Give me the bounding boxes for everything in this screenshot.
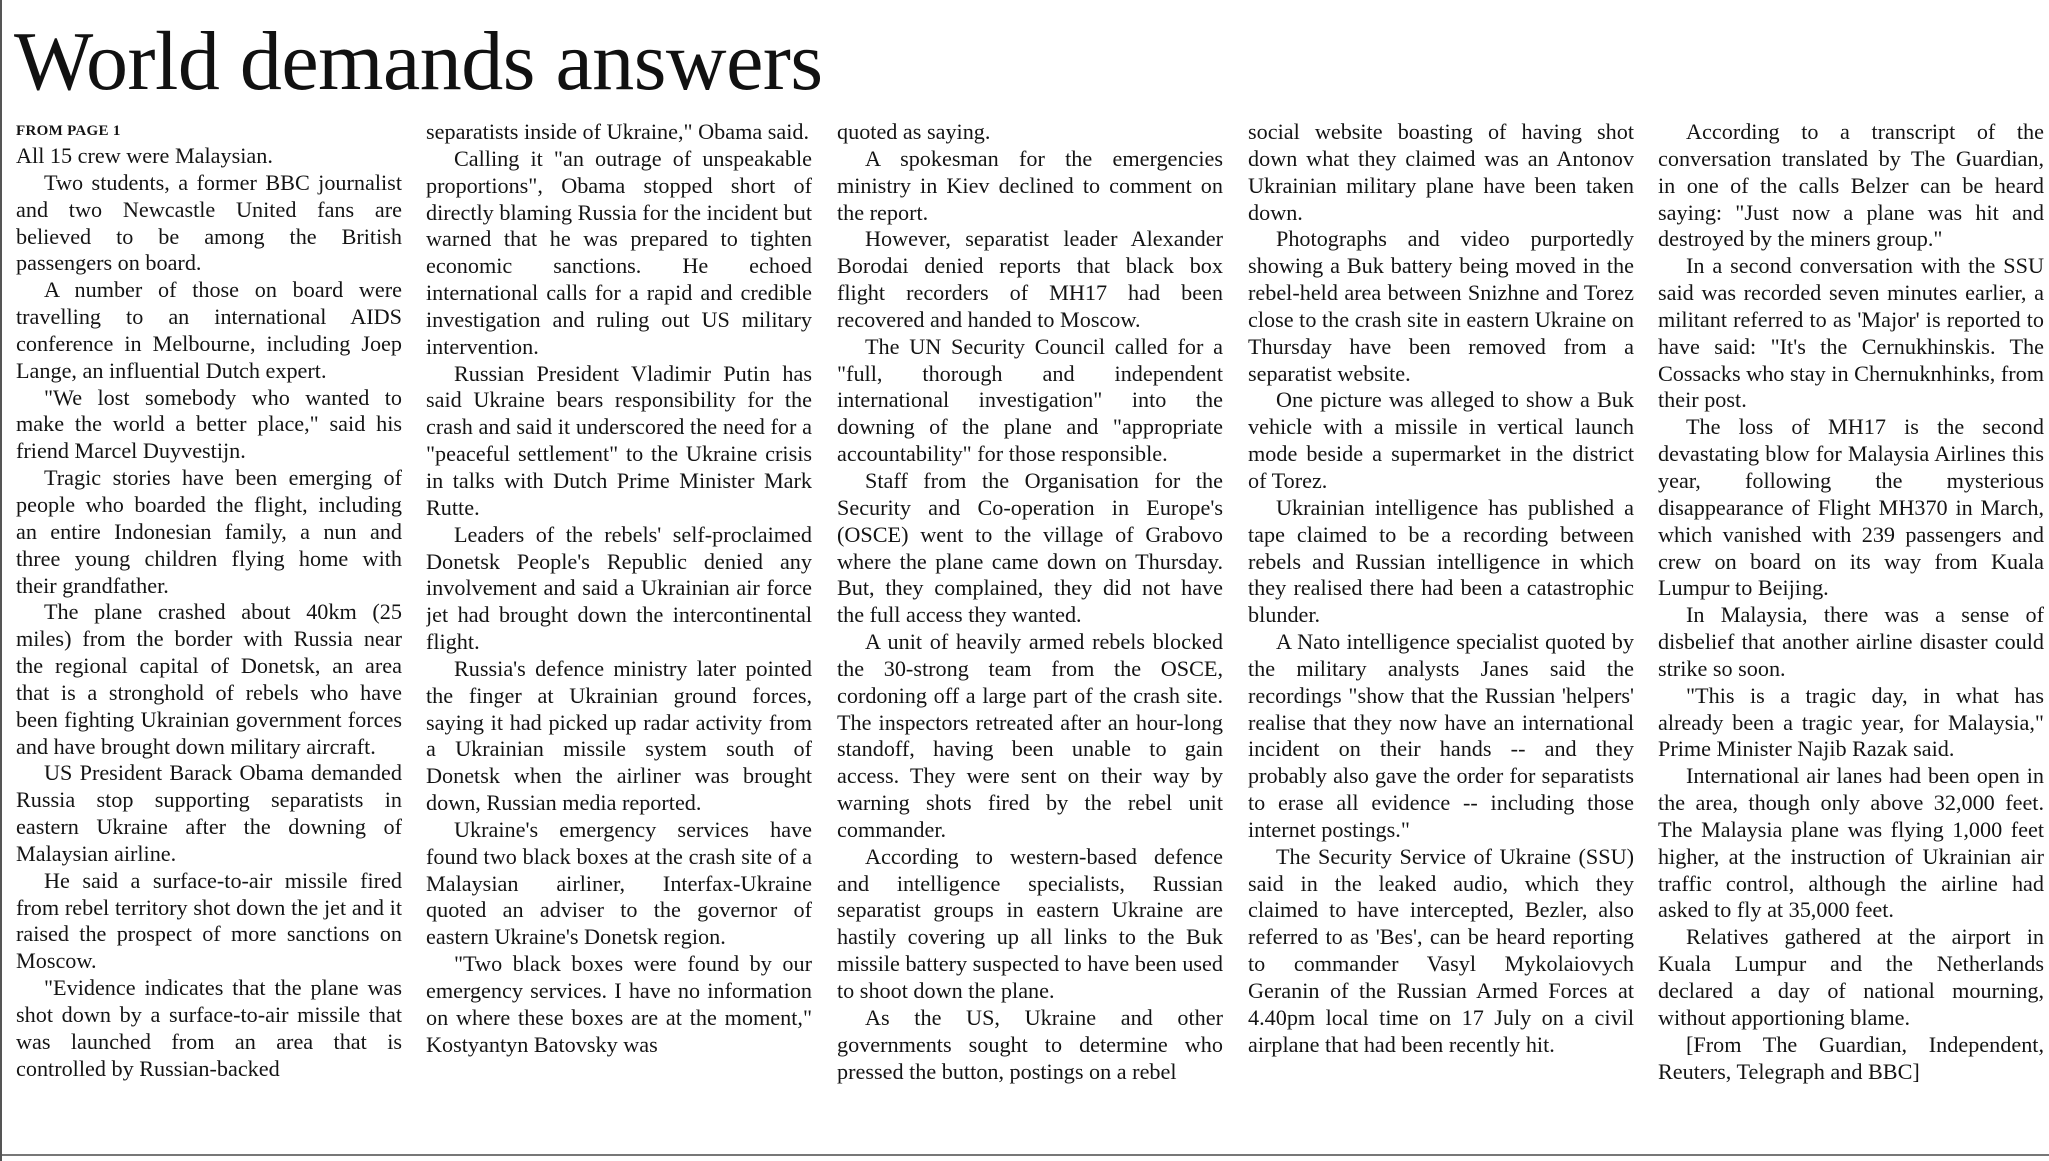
paragraph: The plane crashed about 40km (25 miles) from the border with Russia near the regional capital of Donetsk, an area that is a stronghold of rebels who have been fighting Ukrainian government forces and have brought down military aircraft. [16, 599, 402, 759]
paragraph: Calling it "an outrage of unspeakable proportions", Obama stopped short of directly blaming Russia for the incident but warned that he was prepared to tighten economic sanctions. He echoed international calls for a rapid and credible investigation and ruling out US military intervention. [426, 145, 812, 359]
paragraph: However, separatist leader Alexander Borodai denied reports that black box flight recorders of MH17 had been recovered and handed to Moscow. [837, 226, 1223, 332]
paragraph: "Evidence indicates that the plane was shot down by a surface-to-air missile that was launched from an area that is controlled by Russian-backed [16, 975, 402, 1081]
bottom-rule [2, 1154, 2049, 1156]
paragraph: The loss of MH17 is the second devastating blow for Malaysia Airlines this year, following the mysterious disappearance of Flight MH370 in March, which vanished with 239 passengers and crew on board on its way from Kuala Lumpur to Beijing. [1658, 414, 2044, 601]
paragraph: One picture was alleged to show a Buk vehicle with a missile in vertical launch mode beside a supermarket in the district of Torez. [1248, 387, 1634, 493]
paragraph: Russian President Vladimir Putin has said Ukraine bears responsibility for the crash and said it underscored the need for a "peaceful settlement" to the Ukraine crisis in talks with Dutch Prime Minister Mark Rutte. [426, 360, 812, 520]
paragraph: US President Barack Obama demanded Russia stop supporting separatists in eastern Ukraine after the downing of Malaysian airline. [16, 760, 402, 866]
paragraph: Relatives gathered at the airport in Kuala Lumpur and the Netherlands declared a day of national mourning, without apportioning blame. [1658, 924, 2044, 1030]
paragraph: A Nato intelligence specialist quoted by the military analysts Janes said the recordings "show that the Russian 'helpers' realise that they now have an international incident on their hands -- and they probably also gave the order for separatists to erase all evidence -- including those internet postings." [1248, 629, 1634, 842]
paragraph: In Malaysia, there was a sense of disbelief that another airline disaster could strike so soon. [1658, 602, 2044, 681]
paragraph: quoted as saying. [837, 119, 991, 144]
paragraph: separatists inside of Ukraine," Obama said. [426, 119, 810, 144]
paragraph: The Security Service of Ukraine (SSU) said in the leaked audio, which they claimed to have intercepted, Bezler, also referred to as 'Bes', can be heard reporting to commander Vasyl Mykolaiovych Geranin of the Russian Armed Forces at 4.40pm local time on 17 July on a civil airplane that had been recently hit. [1248, 843, 1634, 1057]
paragraph: "Two black boxes were found by our emergency services. I have no information on where these boxes are at the moment," Kostyantyn Batovsky was [426, 951, 812, 1057]
paragraph: "This is a tragic day, in what has already been a tragic year, for Malaysia," Prime Minister Najib Razak said. [1658, 682, 2044, 762]
headline: World demands answers [14, 15, 823, 108]
article-column-3 [837, 119, 1223, 1085]
paragraph: Two students, a former BBC journalist and two Newcastle United fans are believed to be among the British passengers on board. [16, 169, 402, 276]
paragraph: social website boasting of having shot down what they claimed was an Antonov Ukrainian military plane have been taken down. [1248, 119, 1634, 225]
paragraph: In a second conversation with the SSU said was recorded seven minutes earlier, a militant referred to as 'Major' is reported to have said: "It's the Cernukhinskis. The Cossacks who stay in Chernuknhinks, from their post. [1658, 253, 2044, 413]
source-credit: [From The Guardian, Independent, Reuters, Telegraph and BBC] [1658, 1031, 2044, 1084]
paragraph: A spokesman for the emergencies ministry in Kiev declined to comment on the report. [837, 145, 1223, 225]
paragraph: He said a surface-to-air missile fired from rebel territory shot down the jet and it raised the prospect of more sanctions on Moscow. [16, 867, 402, 974]
paragraph: Leaders of the rebels' self-proclaimed Donetsk People's Republic denied any involvement and said a Ukrainian air force jet had brought down the intercontinental flight. [426, 521, 812, 655]
paragraph: Tragic stories have been emerging of people who boarded the flight, including an entire Indonesian family, a nun and three young children flying home with their grandfather. [16, 465, 402, 598]
paragraph: All 15 crew were Malaysian. [16, 143, 273, 168]
paragraph: The UN Security Council called for a "full, thorough and independent international investigation" into the downing of the plane and "appropriate accountability" for those responsible. [837, 333, 1223, 467]
paragraph: As the US, Ukraine and other governments sought to determine who pressed the button, postings on a rebel [837, 1004, 1223, 1084]
paragraph: Staff from the Organisation for the Security and Co-operation in Europe's (OSCE) went to the village of Grabovo where the plane came down on Thursday. But, they complained, they did not have the full access they wanted. [837, 467, 1223, 628]
paragraph: Russia's defence ministry later pointed the finger at Ukrainian ground forces, saying it had picked up radar activity from a Ukrainian missile system south of Donetsk when the airliner was brought down, Russian media reported. [426, 655, 812, 816]
paragraph: International air lanes had been open in the area, though only above 32,000 feet. The Malaysia plane was flying 1,000 feet higher, at the instruction of Ukrainian air traffic control, although the airline had asked to fly at 35,000 feet. [1658, 763, 2044, 923]
paragraph: According to a transcript of the conversation translated by The Guardian, in one of the calls Belzer can be heard saying: "Just now a plane was hit and destroyed by the miners group." [1658, 119, 2044, 252]
paragraph: A number of those on board were travelling to an international AIDS conference in Melbourne, including Joep Lange, an influential Dutch expert. [16, 277, 402, 383]
paragraph: Ukrainian intelligence has published a tape claimed to be a recording between rebels and Russian intelligence in which they realised there had been a catastrophic blunder. [1248, 494, 1634, 628]
article-column-2 [426, 119, 812, 1059]
paragraph: "We lost somebody who wanted to make the world a better place," said his friend Marcel Duyvestijn. [16, 384, 402, 464]
paragraph: Photographs and video purportedly showing a Buk battery being moved in the rebel-held area between Snizhne and Torez close to the crash site in eastern Ukraine on Thursday have been removed from a separatist website. [1248, 226, 1634, 386]
paragraph: A unit of heavily armed rebels blocked the 30-strong team from the OSCE, cordoning off a large part of the crash site. The inspectors retreated after an hour-long standoff, having been unable to gain access. They were sent on their way by warning shots fired by the rebel unit commander. [837, 629, 1223, 842]
article-column-4 [1248, 119, 1634, 1059]
article-column-5 [1658, 119, 2044, 1085]
continuation-kicker: FROM PAGE 1 [16, 123, 121, 139]
paragraph: According to western-based defence and intelligence specialists, Russian separatist groups in eastern Ukraine are hastily covering up all links to the Buk missile battery suspected to have been used to shoot down the plane. [837, 843, 1223, 1003]
paragraph: Ukraine's emergency services have found two black boxes at the crash site of a Malaysian airliner, Interfax-Ukraine quoted an adviser to the governor of eastern Ukraine's Donetsk region. [426, 816, 812, 950]
article-column-1 [16, 119, 402, 1083]
